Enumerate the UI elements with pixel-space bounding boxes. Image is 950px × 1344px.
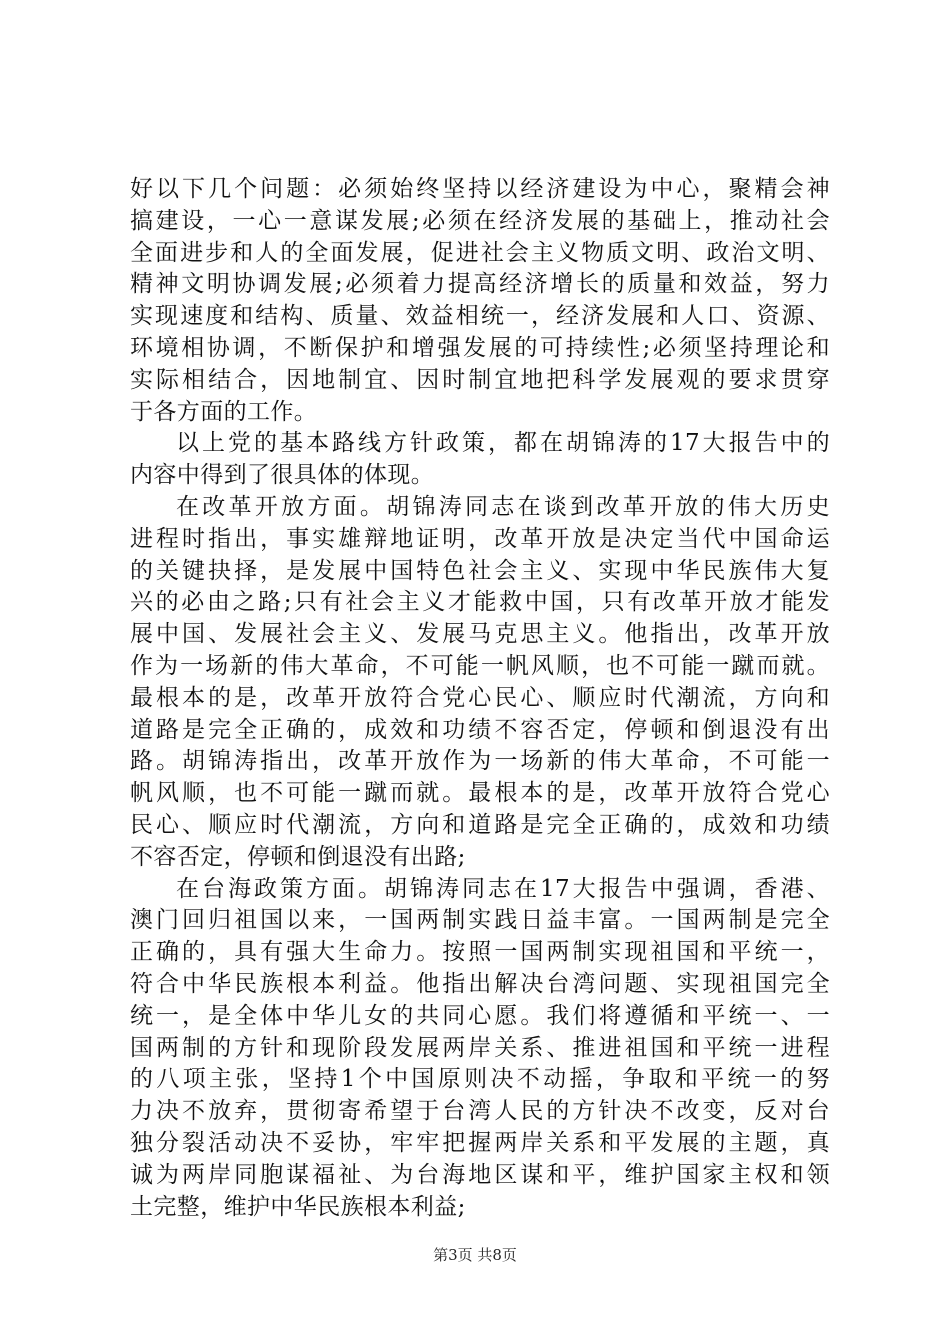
text-line: 诚为两岸同胞谋福祉、为台海地区谋和平，维护国家主权和领: [130, 1161, 830, 1188]
text-line: 兴的必由之路;只有社会主义才能救中国，只有改革开放才能发: [130, 589, 830, 616]
text-line: 作为一场新的伟大革命，不可能一帆风顺，也不可能一蹴而就。: [130, 652, 830, 679]
text-line: 展中国、发展社会主义、发展马克思主义。他指出，改革开放: [130, 621, 830, 648]
text-line: 正确的，具有强大生命力。按照一国两制实现祖国和平统一，: [130, 939, 830, 966]
text-line: 在台海政策方面。胡锦涛同志在17大报告中强调，香港、: [176, 875, 830, 902]
text-line: 于各方面的工作。: [130, 398, 318, 425]
text-line: 统一，是全体中华儿女的共同心愿。我们将遵循和平统一、一: [130, 1002, 830, 1029]
text-line: 的关键抉择，是发展中国特色社会主义、实现中华民族伟大复: [130, 557, 830, 584]
text-line: 精神文明协调发展;必须着力提高经济增长的质量和效益，努力: [130, 271, 830, 298]
text-line: 国两制的方针和现阶段发展两岸关系、推进祖国和平统一进程: [130, 1034, 830, 1061]
paragraph-taiwan-strait: [130, 874, 830, 1224]
text-line: 实现速度和结构、质量、效益相统一，经济发展和人口、资源、: [130, 303, 830, 330]
text-line: 实际相结合，因地制宜、因时制宜地把科学发展观的要求贯穿: [130, 366, 830, 393]
text-line: 独分裂活动决不妥协，牢牢把握两岸关系和平发展的主题，真: [130, 1129, 830, 1156]
paragraph-2: [130, 428, 830, 492]
text-line: 以上党的基本路线方针政策，都在胡锦涛的17大报告中的: [176, 430, 830, 457]
paragraph-reform-opening: [130, 492, 830, 874]
text-line: 环境相协调，不断保护和增强发展的可持续性;必须坚持理论和: [130, 334, 830, 361]
text-line: 土完整，维护中华民族根本利益;: [130, 1193, 466, 1220]
text-line: 最根本的是，改革开放符合党心民心、顺应时代潮流，方向和: [130, 684, 830, 711]
text-line: 符合中华民族根本利益。他指出解决台湾问题、实现祖国完全: [130, 970, 830, 997]
text-line: 内容中得到了很具体的体现。: [130, 462, 435, 489]
text-line: 帆风顺，也不可能一蹴而就。最根本的是，改革开放符合党心: [130, 780, 830, 807]
text-line: 力决不放弃，贯彻寄希望于台湾人民的方针决不改变，反对台: [130, 1098, 830, 1125]
page-number-footer: 第3页 共8页: [433, 1246, 517, 1264]
text-line: 搞建设，一心一意谋发展;必须在经济发展的基础上，推动社会: [130, 207, 830, 234]
document-body: [130, 174, 830, 1223]
text-line: 全面进步和人的全面发展，促进社会主义物质文明、政治文明、: [130, 239, 830, 266]
text-line: 民心、顺应时代潮流，方向和道路是完全正确的，成效和功绩: [130, 811, 830, 838]
text-line: 路。胡锦涛指出，改革开放作为一场新的伟大革命，不可能一: [130, 748, 830, 775]
text-line: 道路是完全正确的，成效和功绩不容否定，停顿和倒退没有出: [130, 716, 830, 743]
text-line: 好以下几个问题：必须始终坚持以经济建设为中心，聚精会神: [130, 176, 830, 202]
text-line: 不容否定，停顿和倒退没有出路;: [130, 843, 466, 870]
text-line: 澳门回归祖国以来，一国两制实践日益丰富。一国两制是完全: [130, 907, 830, 934]
text-line: 的八项主张，坚持1个中国原则决不动摇，争取和平统一的努: [130, 1066, 830, 1093]
paragraph-1: [130, 174, 830, 428]
text-line: 进程时指出，事实雄辩地证明，改革开放是决定当代中国命运: [130, 525, 830, 552]
text-line: 在改革开放方面。胡锦涛同志在谈到改革开放的伟大历史: [176, 493, 830, 520]
